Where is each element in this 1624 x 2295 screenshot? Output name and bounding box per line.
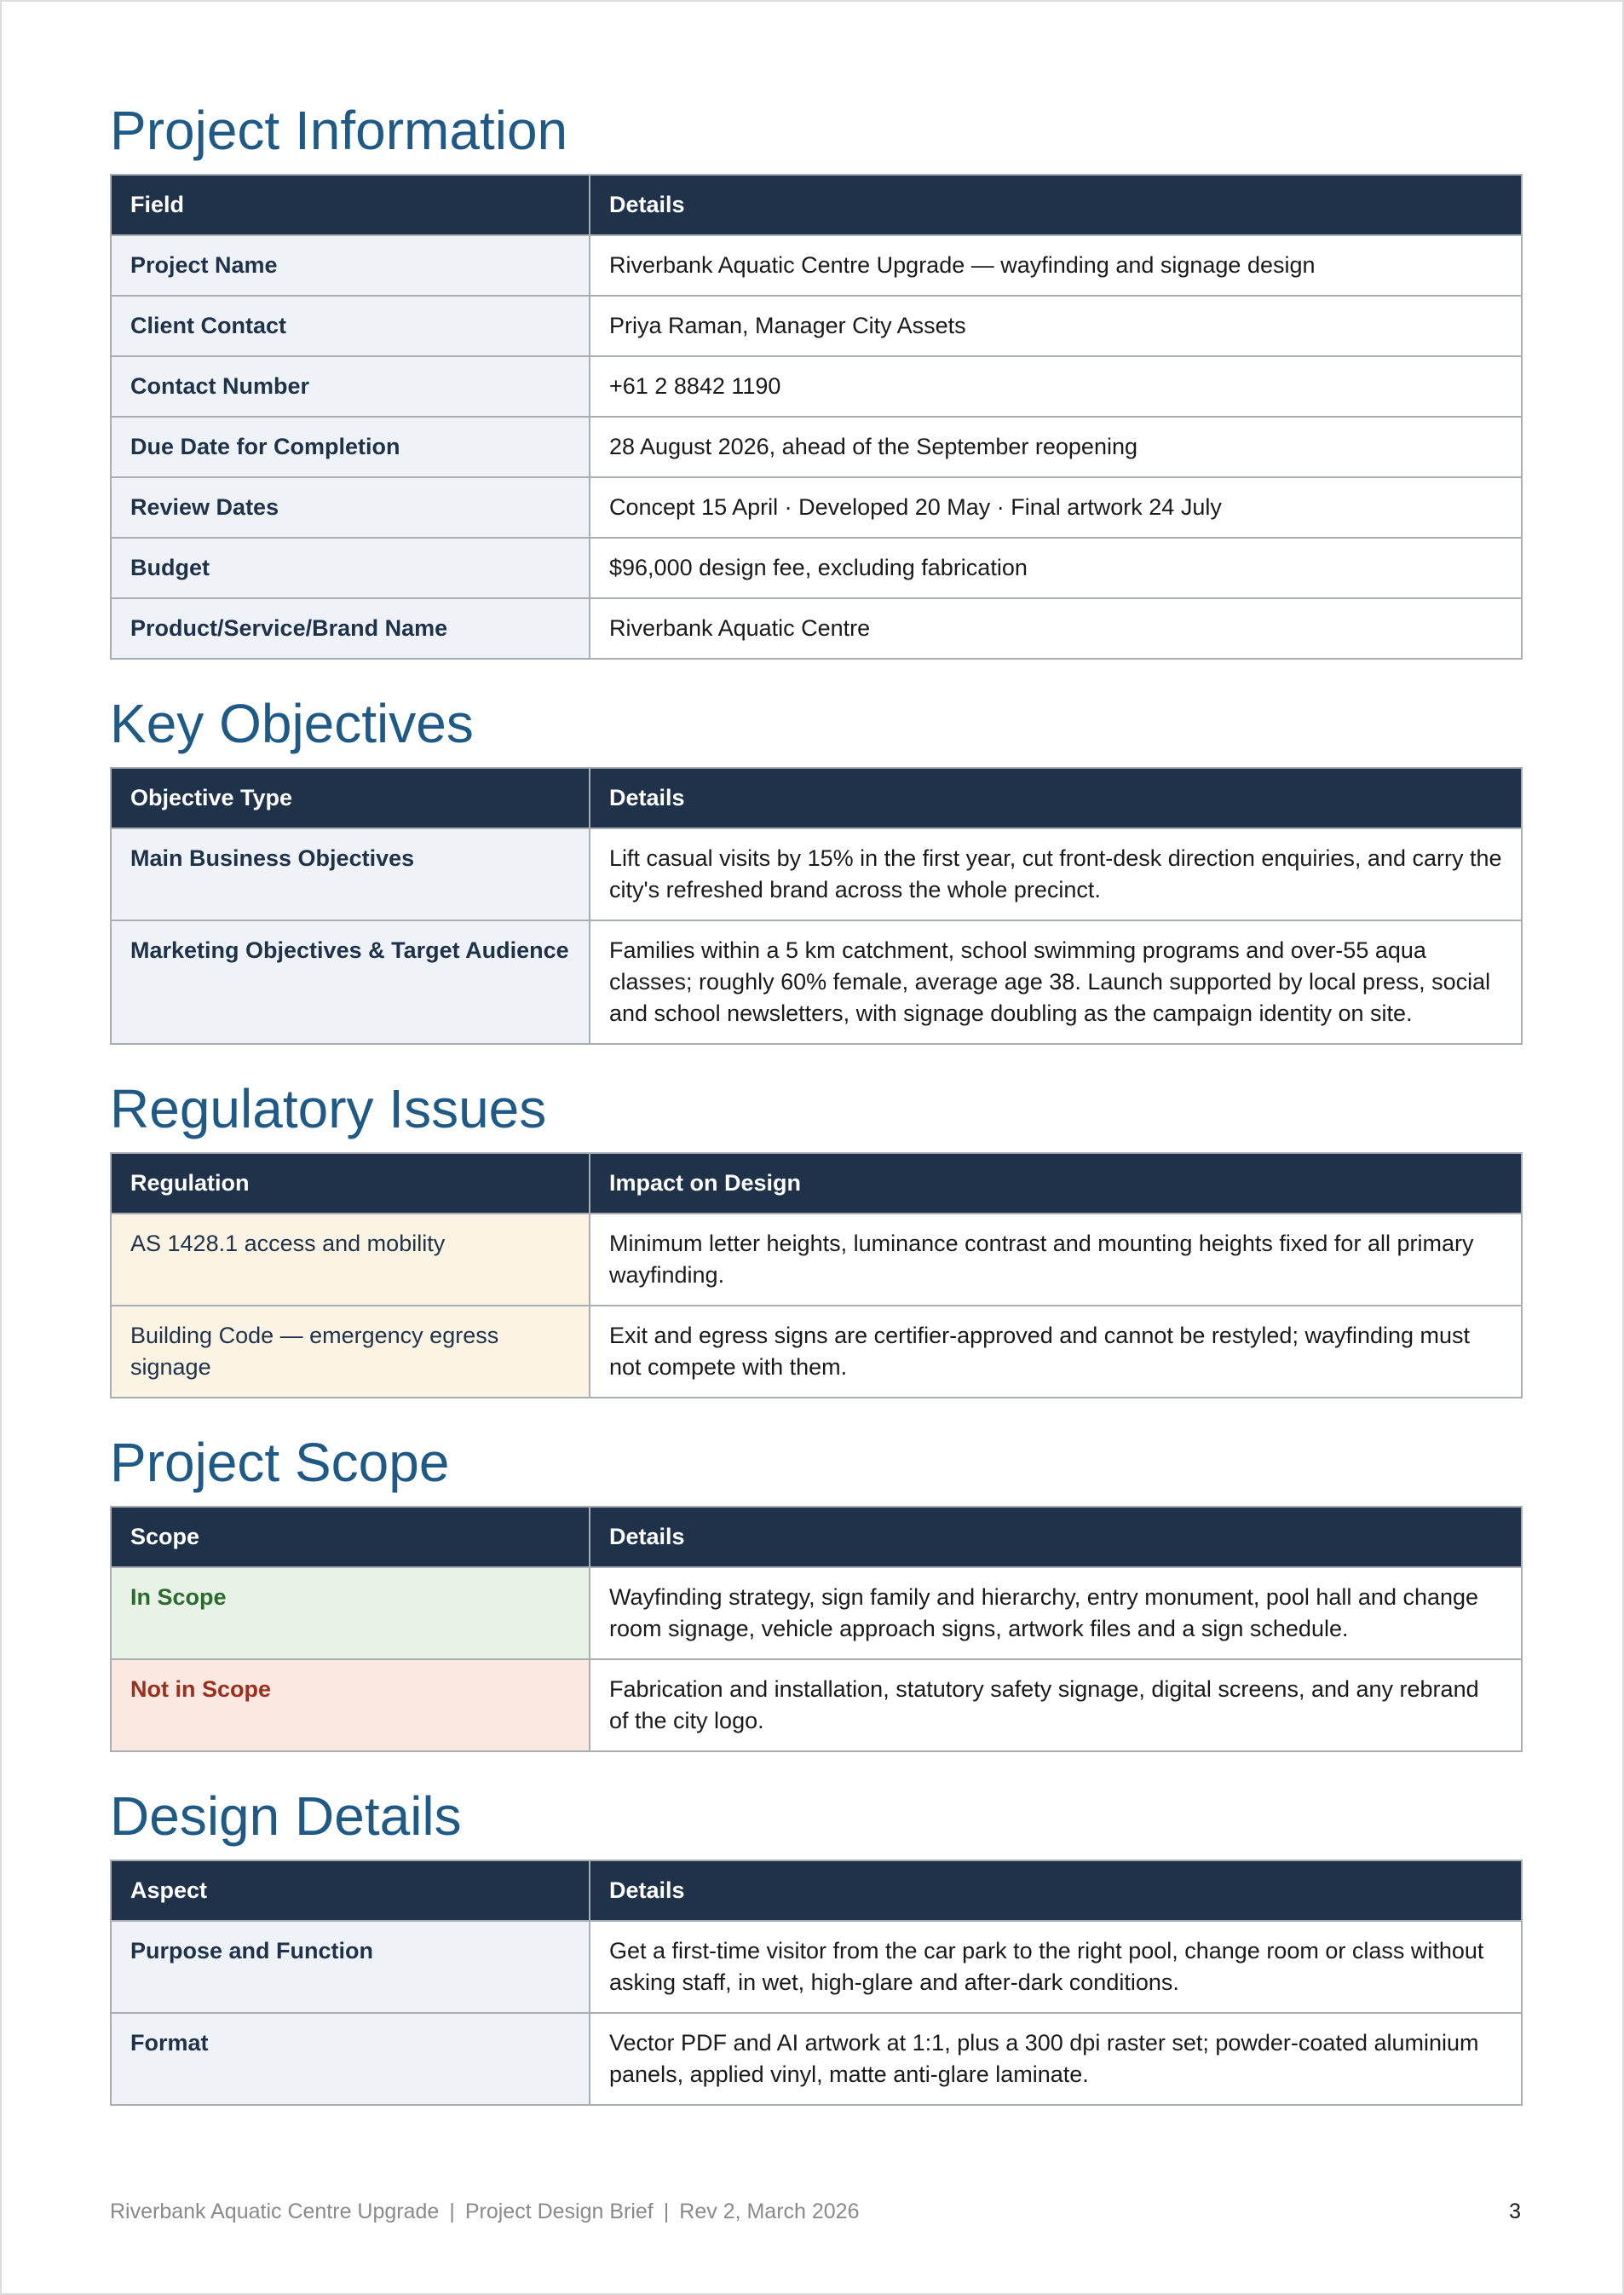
table-row [111, 1659, 1522, 1751]
section-title-project-information: Project Information [110, 100, 568, 161]
row-value: Riverbank Aquatic Centre [590, 598, 1522, 659]
footer-revision: Rev 2, March 2026 [679, 2200, 860, 2223]
regulation-label: AS 1428.1 access and mobility [111, 1214, 590, 1306]
column-header: Scope [111, 1507, 590, 1567]
table-row [111, 1214, 1522, 1306]
footer-separator: | [663, 2200, 670, 2223]
table-row [111, 2013, 1522, 2105]
table-row [111, 235, 1522, 296]
footer-separator: | [449, 2200, 455, 2223]
row-value: Lift casual visits by 15% in the first year, cut front-desk direction enquiries, and carry the city's refreshed brand across the whole precinct. [590, 828, 1522, 920]
row-label: Contact Number [111, 356, 590, 417]
row-label: Marketing Objectives & Target Audience [111, 920, 590, 1044]
in-scope-label: In Scope [111, 1567, 590, 1659]
row-label: Budget [111, 538, 590, 598]
table-header-row [111, 1507, 1522, 1567]
row-label: Due Date for Completion [111, 417, 590, 477]
table-row [111, 1306, 1522, 1398]
column-header: Details [590, 1860, 1522, 1921]
key-objectives-table [110, 767, 1523, 1045]
table-row [111, 356, 1522, 417]
regulation-label: Building Code — emergency egress signage [111, 1306, 590, 1398]
table-row [111, 828, 1522, 920]
row-label: Format [111, 2013, 590, 2105]
column-header: Impact on Design [590, 1153, 1522, 1214]
row-value: Concept 15 April · Developed 20 May · Final artwork 24 July [590, 477, 1522, 538]
column-header: Details [590, 175, 1522, 235]
column-header: Field [111, 175, 590, 235]
column-header: Aspect [111, 1860, 590, 1921]
design-details-table [110, 1860, 1523, 2106]
row-value: Wayfinding strategy, sign family and hierarchy, entry monument, pool hall and change room signage, vehicle approach signs, artwork files and a sign schedule. [590, 1567, 1522, 1659]
row-label: Main Business Objectives [111, 828, 590, 920]
table-row [111, 477, 1522, 538]
row-label: Project Name [111, 235, 590, 296]
column-header: Objective Type [111, 768, 590, 828]
table-row [111, 1921, 1522, 2013]
table-row [111, 296, 1522, 356]
row-value: 28 August 2026, ahead of the September reopening [590, 417, 1522, 477]
table-row [111, 920, 1522, 1044]
row-value: Fabrication and installation, statutory safety signage, digital screens, and any rebrand of the city logo. [590, 1659, 1522, 1751]
section-title-regulatory-issues: Regulatory Issues [110, 1078, 547, 1139]
table-header-row [111, 175, 1522, 235]
section-title-project-scope: Project Scope [110, 1432, 450, 1493]
table-row [111, 538, 1522, 598]
column-header: Details [590, 1507, 1522, 1567]
not-in-scope-label: Not in Scope [111, 1659, 590, 1751]
table-row [111, 598, 1522, 659]
row-value: Families within a 5 km catchment, school swimming programs and over-55 aqua classes; roughly 60% female, average age 38. Launch supported by local press, social and school newsletters, with signage doubling as the campaign identity on site. [590, 920, 1522, 1044]
page-footer [110, 2194, 1521, 2229]
footer-info [110, 2194, 859, 2229]
row-value: Priya Raman, Manager City Assets [590, 296, 1522, 356]
row-label: Product/Service/Brand Name [111, 598, 590, 659]
row-value: Get a first-time visitor from the car park to the right pool, change room or class without asking staff, in wet, high-glare and after-dark conditions. [590, 1921, 1522, 2013]
column-header: Details [590, 768, 1522, 828]
row-value: $96,000 design fee, excluding fabrication [590, 538, 1522, 598]
row-value: Minimum letter heights, luminance contrast and mounting heights fixed for all primary wayfinding. [590, 1214, 1522, 1306]
table-header-row [111, 768, 1522, 828]
footer-project-name: Riverbank Aquatic Centre Upgrade [110, 2200, 440, 2223]
page-content [110, 87, 1521, 2126]
project-scope-table [110, 1506, 1523, 1752]
page-number: 3 [1509, 2200, 1521, 2223]
row-value: Exit and egress signs are certifier-approved and cannot be restyled; wayfinding must not compete with them. [590, 1306, 1522, 1398]
section-title-design-details: Design Details [110, 1785, 462, 1847]
row-value: Riverbank Aquatic Centre Upgrade — wayfinding and signage design [590, 235, 1522, 296]
row-label: Review Dates [111, 477, 590, 538]
project-information-table [110, 174, 1523, 660]
row-label: Purpose and Function [111, 1921, 590, 2013]
table-row [111, 417, 1522, 477]
section-title-key-objectives: Key Objectives [110, 693, 474, 754]
row-label: Client Contact [111, 296, 590, 356]
column-header: Regulation [111, 1153, 590, 1214]
row-value: +61 2 8842 1190 [590, 356, 1522, 417]
footer-document-name: Project Design Brief [464, 2200, 654, 2223]
row-value: Vector PDF and AI artwork at 1:1, plus a 300 dpi raster set; powder-coated aluminium panels, applied vinyl, matte anti-glare laminate. [590, 2013, 1522, 2105]
table-header-row [111, 1153, 1522, 1214]
table-row [111, 1567, 1522, 1659]
table-header-row [111, 1860, 1522, 1921]
regulatory-issues-table [110, 1152, 1523, 1398]
